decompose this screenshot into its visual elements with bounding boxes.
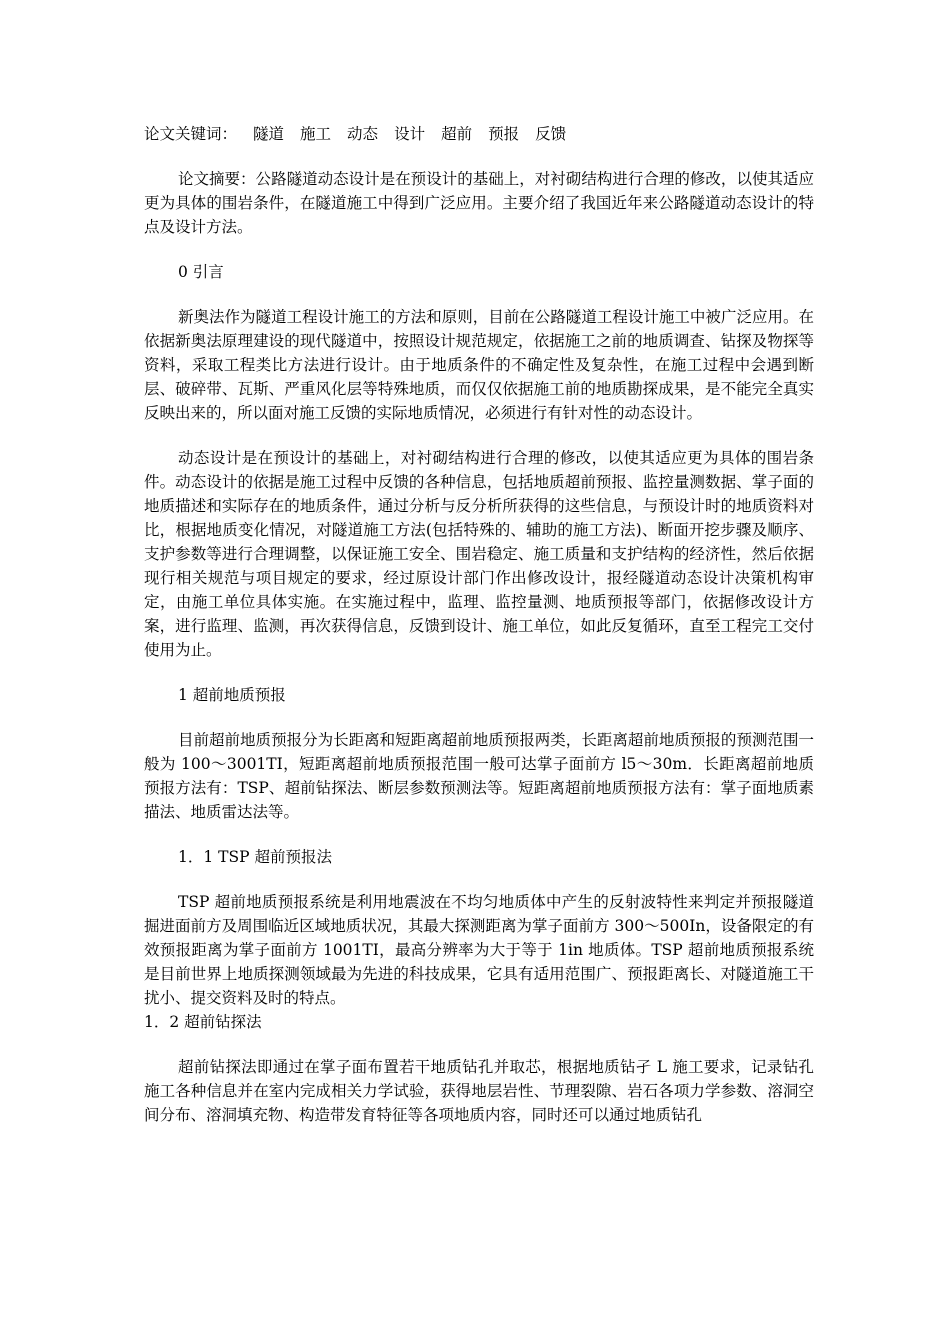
keywords-line	[144, 122, 814, 146]
keyword: 施工	[300, 125, 332, 143]
drilling-paragraph: 超前钻探法即通过在掌子面布置若干地质钻孔并取芯，根据地质钻孑 L 施工要求，记录钻孔施工各种信息并在室内完成相关力学试验，获得地层岩性、节理裂隙、岩石各项力学参数、溶洞空间分布、溶洞填充物、构造带发育特征等各项地质内容，同时还可以通过地质钻孔	[144, 1058, 814, 1124]
abstract-paragraph: 论文摘要：公路隧道动态设计是在预设计的基础上，对衬砌结构进行合理的修改，以使其适应更为具体的围岩条件，在隧道施工中得到广泛应用。主要介绍了我国近年来公路隧道动态设计的特点及设计方法。	[144, 170, 814, 236]
document-page	[144, 122, 814, 1148]
section-heading-introduction: 0 引言	[178, 263, 224, 281]
keywords-label: 论文关键词：	[144, 125, 238, 143]
keyword: 隧道	[253, 125, 285, 143]
tsp-paragraph: TSP 超前地质预报系统是利用地震波在不均匀地质体中产生的反射波特性来判定并预报隧道掘进面前方及周围临近区域地质状况，其最大探测距离为掌子面前方 300～500In，设备限定的有效预报距离为掌子面前方 1001TI，最高分辨率为大于等于 1in 地质体。TSP 超前地质预报系统是目前世界上地质探测领域最为先进的科技成果，它具有适用范围广、预报距离长、对隧道施工干扰小、提交资料及时的特点。	[144, 893, 814, 1007]
section-heading-tsp: 1．1 TSP 超前预报法	[178, 848, 332, 866]
intro-paragraph-1: 新奥法作为隧道工程设计施工的方法和原则，目前在公路隧道工程设计施工中被广泛应用。在依据新奥法原理建设的现代隧道中，按照设计规范规定，依据施工之前的地质调查、钻探及物探等资料，采取工程类比方法进行设计。由于地质条件的不确定性及复杂性，在施工过程中会遇到断层、破碎带、瓦斯、严重风化层等特殊地质，而仅仅依据施工前的地质勘探成果，是不能完全真实反映出来的，所以面对施工反馈的实际地质情况，必须进行有针对性的动态设计。	[144, 308, 814, 422]
keyword: 设计	[394, 125, 426, 143]
intro-paragraph-2: 动态设计是在预设计的基础上，对衬砌结构进行合理的修改，以使其适应更为具体的围岩条件。动态设计的依据是施工过程中反馈的各种信息，包括地质超前预报、监控量测数据、掌子面的地质描述和实际存在的地质条件，通过分析与反分析所获得的这些信息，与预设计时的地质资料对比，根据地质变化情况，对隧道施工方法(包括特殊的、辅助的施工方法)、断面开挖步骤及顺序、支护参数等进行合理调整，以保证施工安全、围岩稳定、施工质量和支护结构的经济性，然后依据现行相关规范与项目规定的要求，经过原设计部门作出修改设计，报经隧道动态设计决策机构审定，由施工单位具体实施。在实施过程中，监理、监控量测、地质预报等部门，依据修改设计方案，进行监理、监测，再次获得信息，反馈到设计、施工单位，如此反复循环，直至工程完工交付使用为止。	[144, 449, 814, 659]
keyword: 超前	[441, 125, 473, 143]
keyword: 预报	[488, 125, 520, 143]
geological-forecast-paragraph: 目前超前地质预报分为长距离和短距离超前地质预报两类，长距离超前地质预报的预测范围一般为 100～3001TI，短距离超前地质预报范围一般可达掌子面前方 l5～30m．长距离超前地质预报方法有：TSP、超前钻探法、断层参数预测法等。短距离超前地质预报方法有：掌子面地质素描法、地质雷达法等。	[144, 731, 814, 821]
section-heading-drilling: 1．2 超前钻探法	[144, 1013, 262, 1031]
section-heading-geological-forecast: 1 超前地质预报	[178, 686, 286, 704]
keyword: 动态	[347, 125, 379, 143]
keyword: 反馈	[535, 125, 567, 143]
